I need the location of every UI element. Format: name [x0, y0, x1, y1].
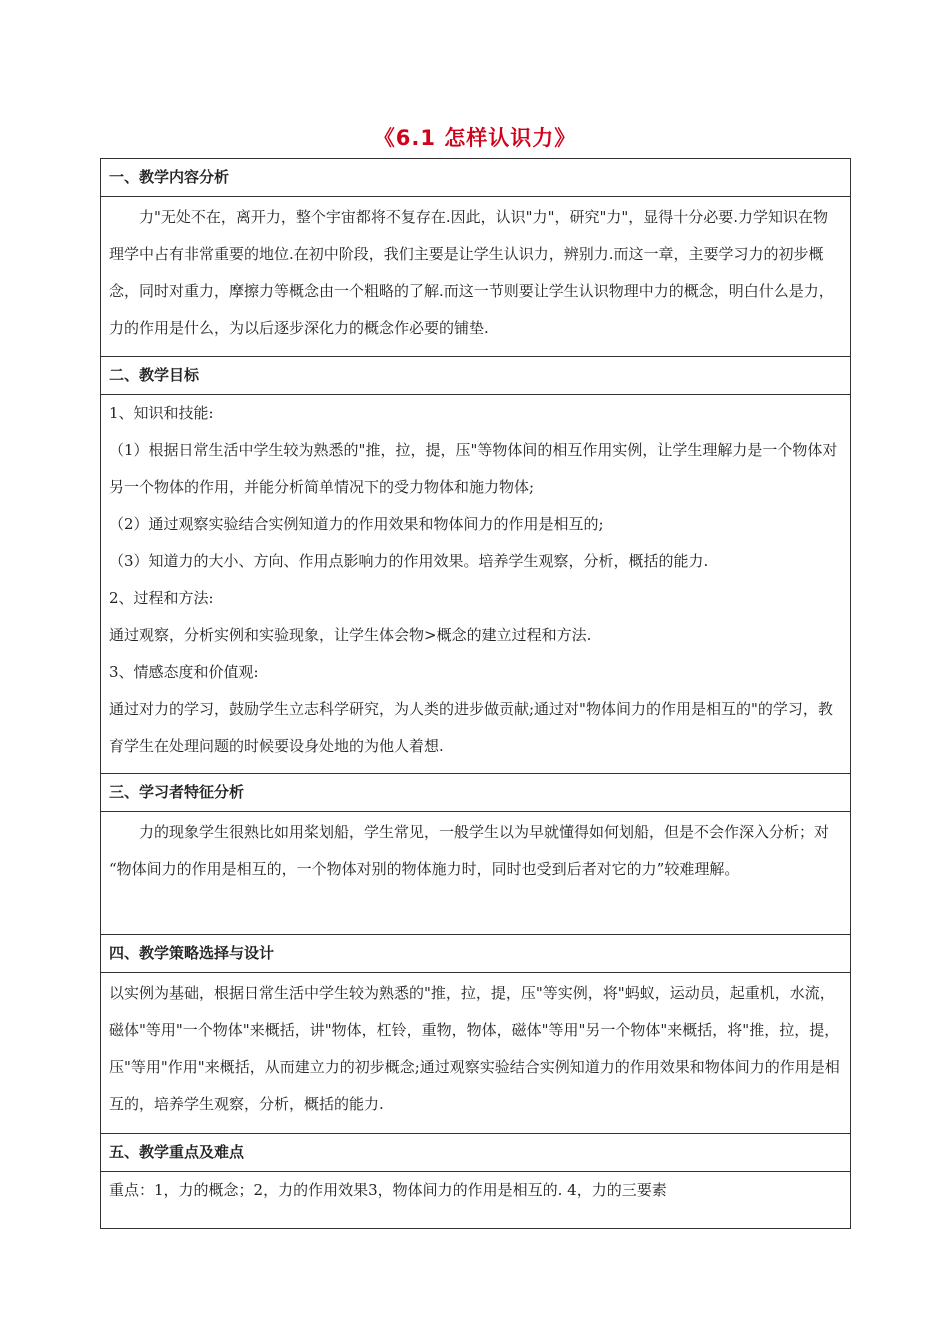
section-heading: 三、学习者特征分析 — [101, 774, 851, 812]
section-paragraph: 重点：1，力的概念；2，力的作用效果3，物体间力的作用是相互的. 4，力的三要素 — [109, 1181, 667, 1199]
goal-line: 通过对力的学习，鼓励学生立志科学研究，为人类的进步做贡献;通过对"物体间力的作用是相互的"的学习，教育学生在处理问题的时候要设身处地的为他人着想. — [109, 700, 833, 755]
section-paragraph: 力的现象学生很熟比如用桨划船，学生常见，一般学生以为早就懂得如何划船，但是不会作深入分析；对 “物体间力的作用是相互的，一个物体对别的物体施力时，同时也受到后者对它的力”较难理解。 — [109, 823, 830, 878]
section-row — [101, 973, 851, 1134]
goal-line: 通过观察，分析实例和实验现象，让学生体会物>概念的建立过程和方法. — [109, 626, 592, 644]
section-heading: 一、教学内容分析 — [101, 159, 851, 197]
section-row — [101, 1172, 851, 1229]
section-row — [101, 774, 851, 812]
section-paragraph: 以实例为基础，根据日常生活中学生较为熟悉的"推，拉，提，压"等实例，将"蚂蚁，运动员，起重机，水流，磁体"等用"一个物体"来概括，讲"物体，杠铃，重物，物体，磁体"等用"另一个物体"来概括，将"推，拉，提，压"等用"作用"来概括，从而建立力的初步概念;通过观察实验结合实例知道力的作用效果和物体间力的作用是相互的，培养学生观察，分析，概括的能力. — [109, 984, 840, 1113]
section-row — [101, 1134, 851, 1172]
goal-line: （2）通过观察实验结合实例知道力的作用效果和物体间力的作用是相互的; — [109, 515, 604, 533]
goal-line: （1）根据日常生活中学生较为熟悉的"推，拉，提，压"等物体间的相互作用实例，让学生理解力是一个物体对另一个物体的作用，并能分析简单情况下的受力物体和施力物体; — [109, 441, 838, 496]
section-row — [101, 357, 851, 395]
document-title: 《6.1 怎样认识力》 — [373, 126, 577, 150]
section-row — [101, 159, 851, 197]
section-paragraph: 力"无处不在，离开力，整个宇宙都将不复存在.因此，认识"力"，研究"力"，显得十分必要.力学知识在物理学中占有非常重要的地位.在初中阶段，我们主要是让学生认识力，辨别力.而这一章，主要学习力的初步概念，同时对重力，摩擦力等概念由一个粗略的了解.而这一节则要让学生认识物理中力的概念，明白什么是力，力的作用是什么，为以后逐步深化力的概念作必要的铺垫. — [109, 208, 834, 337]
section-body — [101, 973, 851, 1134]
section-body — [101, 1172, 851, 1229]
goal-line: 3、情感态度和价值观: — [109, 663, 259, 681]
section-row — [101, 935, 851, 973]
section-row — [101, 395, 851, 774]
lesson-plan-table — [100, 158, 851, 1229]
section-heading: 四、教学策略选择与设计 — [101, 935, 851, 973]
section-heading: 二、教学目标 — [101, 357, 851, 395]
goal-line: 1、知识和技能: — [109, 404, 214, 422]
section-row — [101, 812, 851, 935]
section-heading: 五、教学重点及难点 — [101, 1134, 851, 1172]
goal-line: 2、过程和方法: — [109, 589, 214, 607]
goal-line: （3）知道力的大小、方向、作用点影响力的作用效果。培养学生观察，分析，概括的能力. — [109, 552, 709, 570]
section-body — [101, 395, 851, 774]
section-row — [101, 197, 851, 357]
section-body — [101, 812, 851, 935]
section-body — [101, 197, 851, 357]
